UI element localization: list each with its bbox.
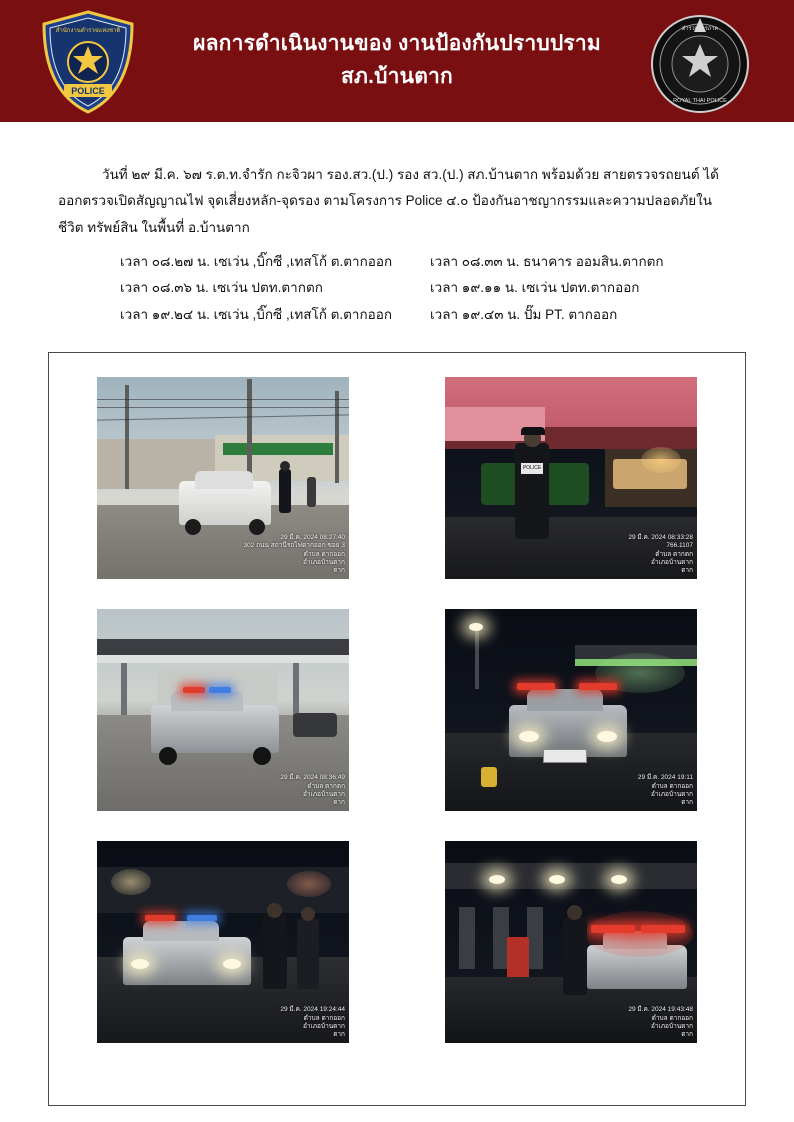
patrol-photo-5 [97,841,349,1043]
time-entry-right: เวลา ๐๘.๓๓ น. ธนาคาร ออมสิน.ตากตก [430,253,664,269]
page-title-line2: สภ.บ้านตาก [341,65,453,88]
photo-grid [49,377,745,1069]
page-title-line1: ผลการดำเนินงานของ งานป้องกันปราบปราม [193,32,601,56]
time-entry-left: เวลา ๑๙.๒๔ น. เซเว่น ,บิ๊กซี ,เทสโก้ ต.ตากออก [120,306,393,322]
table-row [120,249,664,275]
time-entry-left: เวลา ๐๘.๓๖ น. เซเว่น ปตท.ตากตก [120,280,323,296]
svg-text:POLICE: POLICE [71,86,105,96]
photo-timestamp: 29 มี.ค. 2024 08:27:40 302 ถนน สถานีรถไฟตากออก ซอย 3 ตำบล ตากออก อำเภอบ้านตาก ตาก [243,533,345,575]
page-header [0,0,794,122]
photo-timestamp: 29 มี.ค. 2024 08:33:28 766.1107 ตำบล ตากตก อำเภอบ้านตาก ตาก [628,533,693,575]
table-row [120,302,664,328]
table-row [120,275,664,301]
svg-text:สำนักงานตำรวจแห่งชาติ: สำนักงานตำรวจแห่งชาติ [55,27,121,34]
photo-timestamp: 29 มี.ค. 2024 19:43:48 ตำบล ตากออก อำเภอบ้านตาก ตาก [628,1006,693,1039]
photo-timestamp: 29 มี.ค. 2024 08:36:49 ตำบล ตากตก อำเภอบ้านตาก ตาก [280,774,345,807]
page-title [193,28,601,93]
patrol-photo-2: POLICE 29 มี.ค. 2024 08:33:28 766.1107 ตำบล ตากตก อำเภอบ้านตาก ตาก [445,377,697,579]
time-entry-right: เวลา ๑๙.๔๓ น. ปั๊ม PT. ตากออก [430,306,618,322]
svg-text:ROYAL THAI POLICE: ROYAL THAI POLICE [673,98,727,104]
police-shield-icon [40,10,136,114]
patrol-time-table [120,249,664,328]
patrol-photo-1 [97,377,349,579]
document-body [0,122,794,328]
photo-frame [48,352,746,1106]
patrol-photo-6 [445,841,697,1043]
patrol-photo-3 [97,609,349,811]
patrol-photo-4 [445,609,697,811]
time-entry-right: เวลา ๑๙.๑๑ น. เซเว่น ปตท.ตากออก [430,280,640,296]
photo-timestamp: 29 มี.ค. 2024 19:24:44 ตำบล ตากออก อำเภอบ้านตาก ตาก [280,1006,345,1039]
royal-thai-police-emblem-icon [648,10,752,114]
report-paragraph: วันที่ ๒๙ มี.ค. ๖๗ ร.ต.ท.จำรัก กะจิวผา รอง.สว.(ป.) รอง สว.(ป.) สภ.บ้านตาก พร้อมด้วย สายตรวจรถยนต์ ได้ออกตรวจเปิดสัญญาณไฟ จุดเสี่ยงหลัก-จุดรอง ตามโครงการ Police ๔.๐ ป้องกันอาชญากรรมและความปลอดภัยในชีวิต ทรัพย์สิน ในพื้นที่ อ.บ้านตาก [58,167,719,235]
photo-timestamp: 29 มี.ค. 2024 19:11 ตำบล ตากออก อำเภอบ้านตาก ตาก [637,774,693,807]
svg-text:ตำรวจภูธรภาค: ตำรวจภูธรภาค [681,26,719,32]
time-entry-left: เวลา ๐๘.๒๗ น. เซเว่น ,บิ๊กซี ,เทสโก้ ต.ตากออก [120,253,393,269]
